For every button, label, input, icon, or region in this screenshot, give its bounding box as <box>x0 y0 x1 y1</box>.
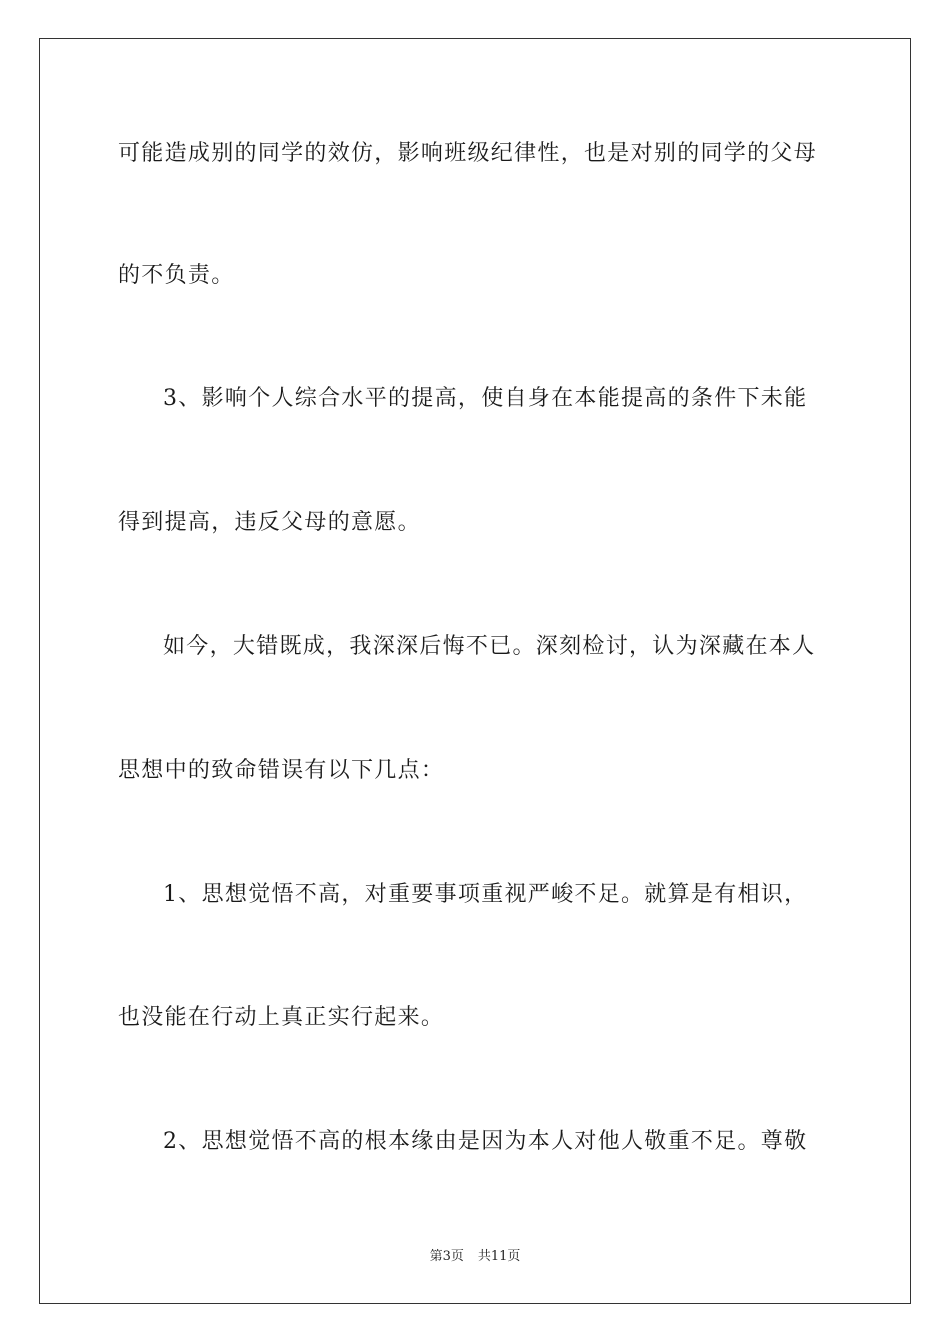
body-text-line: 可能造成别的同学的效仿，影响班级纪律性，也是对别的同学的父母 <box>118 141 818 166</box>
page-border <box>39 38 911 1304</box>
body-text-line: 3、影响个人综合水平的提高，使自身在本能提高的条件下未能 <box>163 386 808 411</box>
body-text-line: 如今，大错既成，我深深后悔不已。深刻检讨，认为深藏在本人 <box>163 634 816 659</box>
body-text-line: 的不负责。 <box>118 263 235 288</box>
body-text-line: 得到提高，违反父母的意愿。 <box>118 510 421 535</box>
body-text-line: 也没能在行动上真正实行起来。 <box>118 1005 445 1030</box>
page-total: 共11页 <box>477 1249 521 1264</box>
page-number: 第3页 <box>429 1249 464 1264</box>
page-footer <box>0 1248 950 1266</box>
body-text-line: 2、思想觉悟不高的根本缘由是因为本人对他人敬重不足。尊敬 <box>163 1129 808 1154</box>
body-text-line: 思想中的致命错误有以下几点： <box>118 758 445 783</box>
body-text-line: 1、思想觉悟不高，对重要事项重视严峻不足。就算是有相识， <box>163 882 808 907</box>
